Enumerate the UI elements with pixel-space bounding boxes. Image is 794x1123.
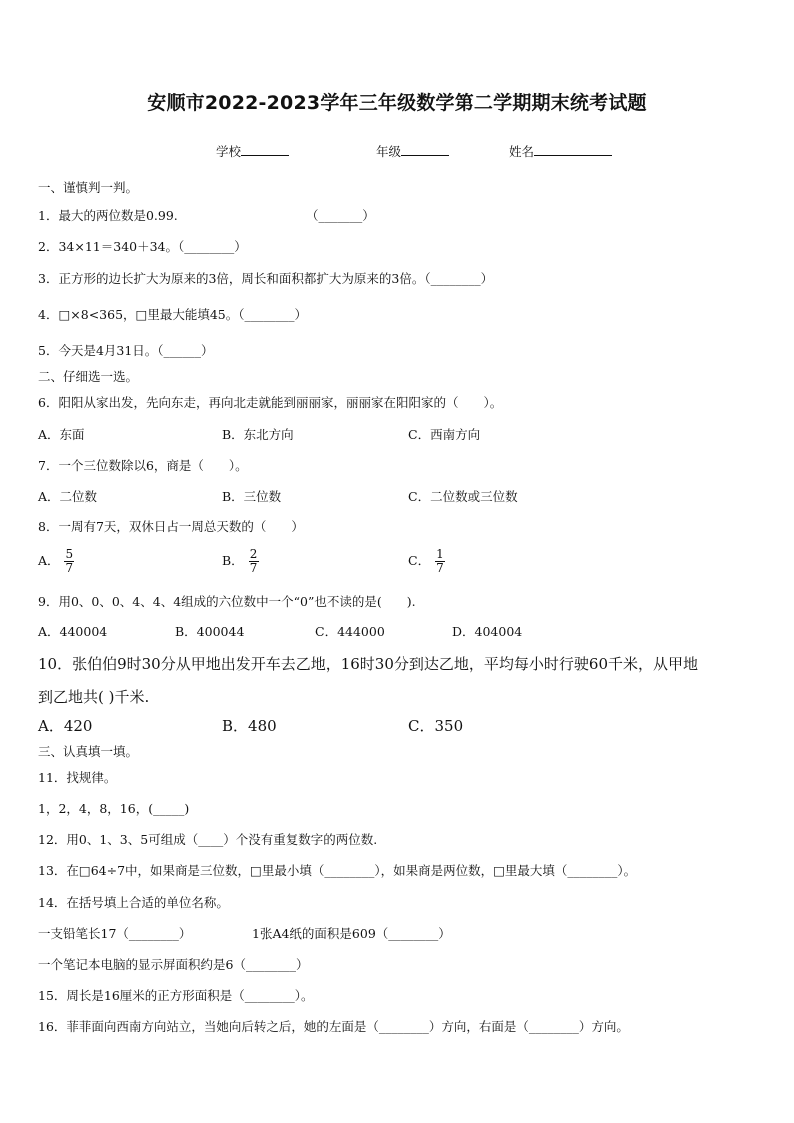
question-15: 15．周长是16厘米的正方形面积是（________）。 — [38, 988, 314, 1003]
section2-heading: 二、仔细选一选。 — [38, 369, 139, 384]
fraction-a-denominator: 7 — [65, 561, 74, 575]
question-14-b[interactable]: 1张A4纸的面积是609（________） — [252, 926, 451, 941]
grade-blank[interactable] — [401, 143, 449, 156]
question-10-line-1: 10．张伯伯9时30分从甲地出发开车去乙地，16时30分到达乙地，平均每小时行驶60千米，从甲地 — [38, 655, 698, 673]
fraction-b — [248, 548, 260, 575]
question-11-sequence[interactable]: 1，2，4，8，16，(_____) — [38, 801, 190, 816]
page-title: 安顺市2022-2023学年三年级数学第二学期期末统考试题 — [147, 92, 647, 114]
question-9: 9．用0、0、0、4、4、4组成的六位数中一个“0”也不读的是( ). — [38, 594, 416, 609]
fraction-a — [64, 548, 76, 575]
question-12: 12．用0、1、3、5可组成（____）个没有重复数字的两位数. — [38, 832, 378, 847]
question-10-option-c[interactable]: C．350 — [408, 717, 464, 735]
question-8-option-b[interactable] — [222, 548, 259, 575]
question-13: 13．在□64÷7中，如果商是三位数，□里最小填（________），如果商是两位数，□里最大填（________）。 — [38, 863, 637, 878]
section3-heading: 三、认真填一填。 — [38, 744, 139, 759]
question-1: 1．最大的两位数是0.99. — [38, 208, 178, 223]
question-11: 11．找规律。 — [38, 770, 117, 785]
question-8: 8．一周有7天，双休日占一周总天数的（ ） — [38, 519, 304, 534]
fraction-b-numerator: 2 — [249, 547, 258, 561]
question-16: 16．菲菲面向西南方向站立，当她向后转之后，她的左面是（________）方向，右面是（________）方向。 — [38, 1019, 629, 1034]
question-1-answer[interactable]: （_______） — [306, 208, 375, 223]
option-c-label: C． — [408, 553, 431, 568]
question-6-option-b[interactable]: B．东北方向 — [222, 427, 294, 442]
question-7: 7．一个三位数除以6，商是（ ）。 — [38, 458, 248, 473]
school-blank[interactable] — [241, 143, 289, 156]
question-7-option-b[interactable]: B．三位数 — [222, 489, 282, 504]
question-9-option-a[interactable]: A．440004 — [38, 624, 108, 639]
school-label: 学校 — [216, 144, 242, 159]
question-10-option-a[interactable]: A．420 — [38, 717, 93, 735]
grade-label: 年级 — [376, 144, 402, 159]
name-field — [509, 142, 612, 160]
question-5: 5．今天是4月31日。（______） — [38, 343, 214, 358]
question-8-option-a[interactable] — [38, 548, 75, 575]
question-6-option-a[interactable]: A．东面 — [38, 427, 85, 442]
fraction-c-denominator: 7 — [436, 561, 444, 575]
question-6-option-c[interactable]: C．西南方向 — [408, 427, 481, 442]
question-2: 2．34×11＝340＋34。（________） — [38, 239, 247, 254]
question-14-c[interactable]: 一个笔记本电脑的显示屏面积约是6（________） — [38, 957, 309, 972]
question-8-option-c[interactable] — [408, 548, 446, 575]
question-9-option-d[interactable]: D．404004 — [452, 624, 523, 639]
fraction-c-numerator: 1 — [436, 547, 444, 561]
option-b-label: B． — [222, 553, 244, 568]
question-6: 6．阳阳从家出发，先向东走，再向北走就能到丽丽家，丽丽家在阳阳家的（ ）。 — [38, 395, 503, 410]
question-7-option-c[interactable]: C．二位数或三位数 — [408, 489, 518, 504]
question-9-option-b[interactable]: B．400044 — [175, 624, 245, 639]
question-14: 14．在括号填上合适的单位名称。 — [38, 895, 229, 910]
school-field — [216, 142, 289, 160]
question-3: 3．正方形的边长扩大为原来的3倍，周长和面积都扩大为原来的3倍。（________） — [38, 271, 494, 286]
section1-heading: 一、谨慎判一判。 — [38, 180, 139, 195]
option-a-label: A． — [38, 553, 60, 568]
name-blank[interactable] — [534, 143, 612, 156]
fraction-c — [434, 548, 446, 575]
question-9-option-c[interactable]: C．444000 — [315, 624, 385, 639]
question-10-option-b[interactable]: B．480 — [222, 717, 277, 735]
question-7-option-a[interactable]: A．二位数 — [38, 489, 98, 504]
question-14-a[interactable]: 一支铅笔长17（________） — [38, 926, 192, 941]
question-4: 4．□×8<365，□里最大能填45。（________） — [38, 307, 307, 322]
grade-field — [376, 142, 449, 160]
name-label: 姓名 — [509, 144, 535, 159]
fraction-a-numerator: 5 — [65, 547, 74, 561]
fraction-b-denominator: 7 — [249, 561, 258, 575]
question-10-line-2: 到乙地共( )千米. — [38, 688, 150, 706]
